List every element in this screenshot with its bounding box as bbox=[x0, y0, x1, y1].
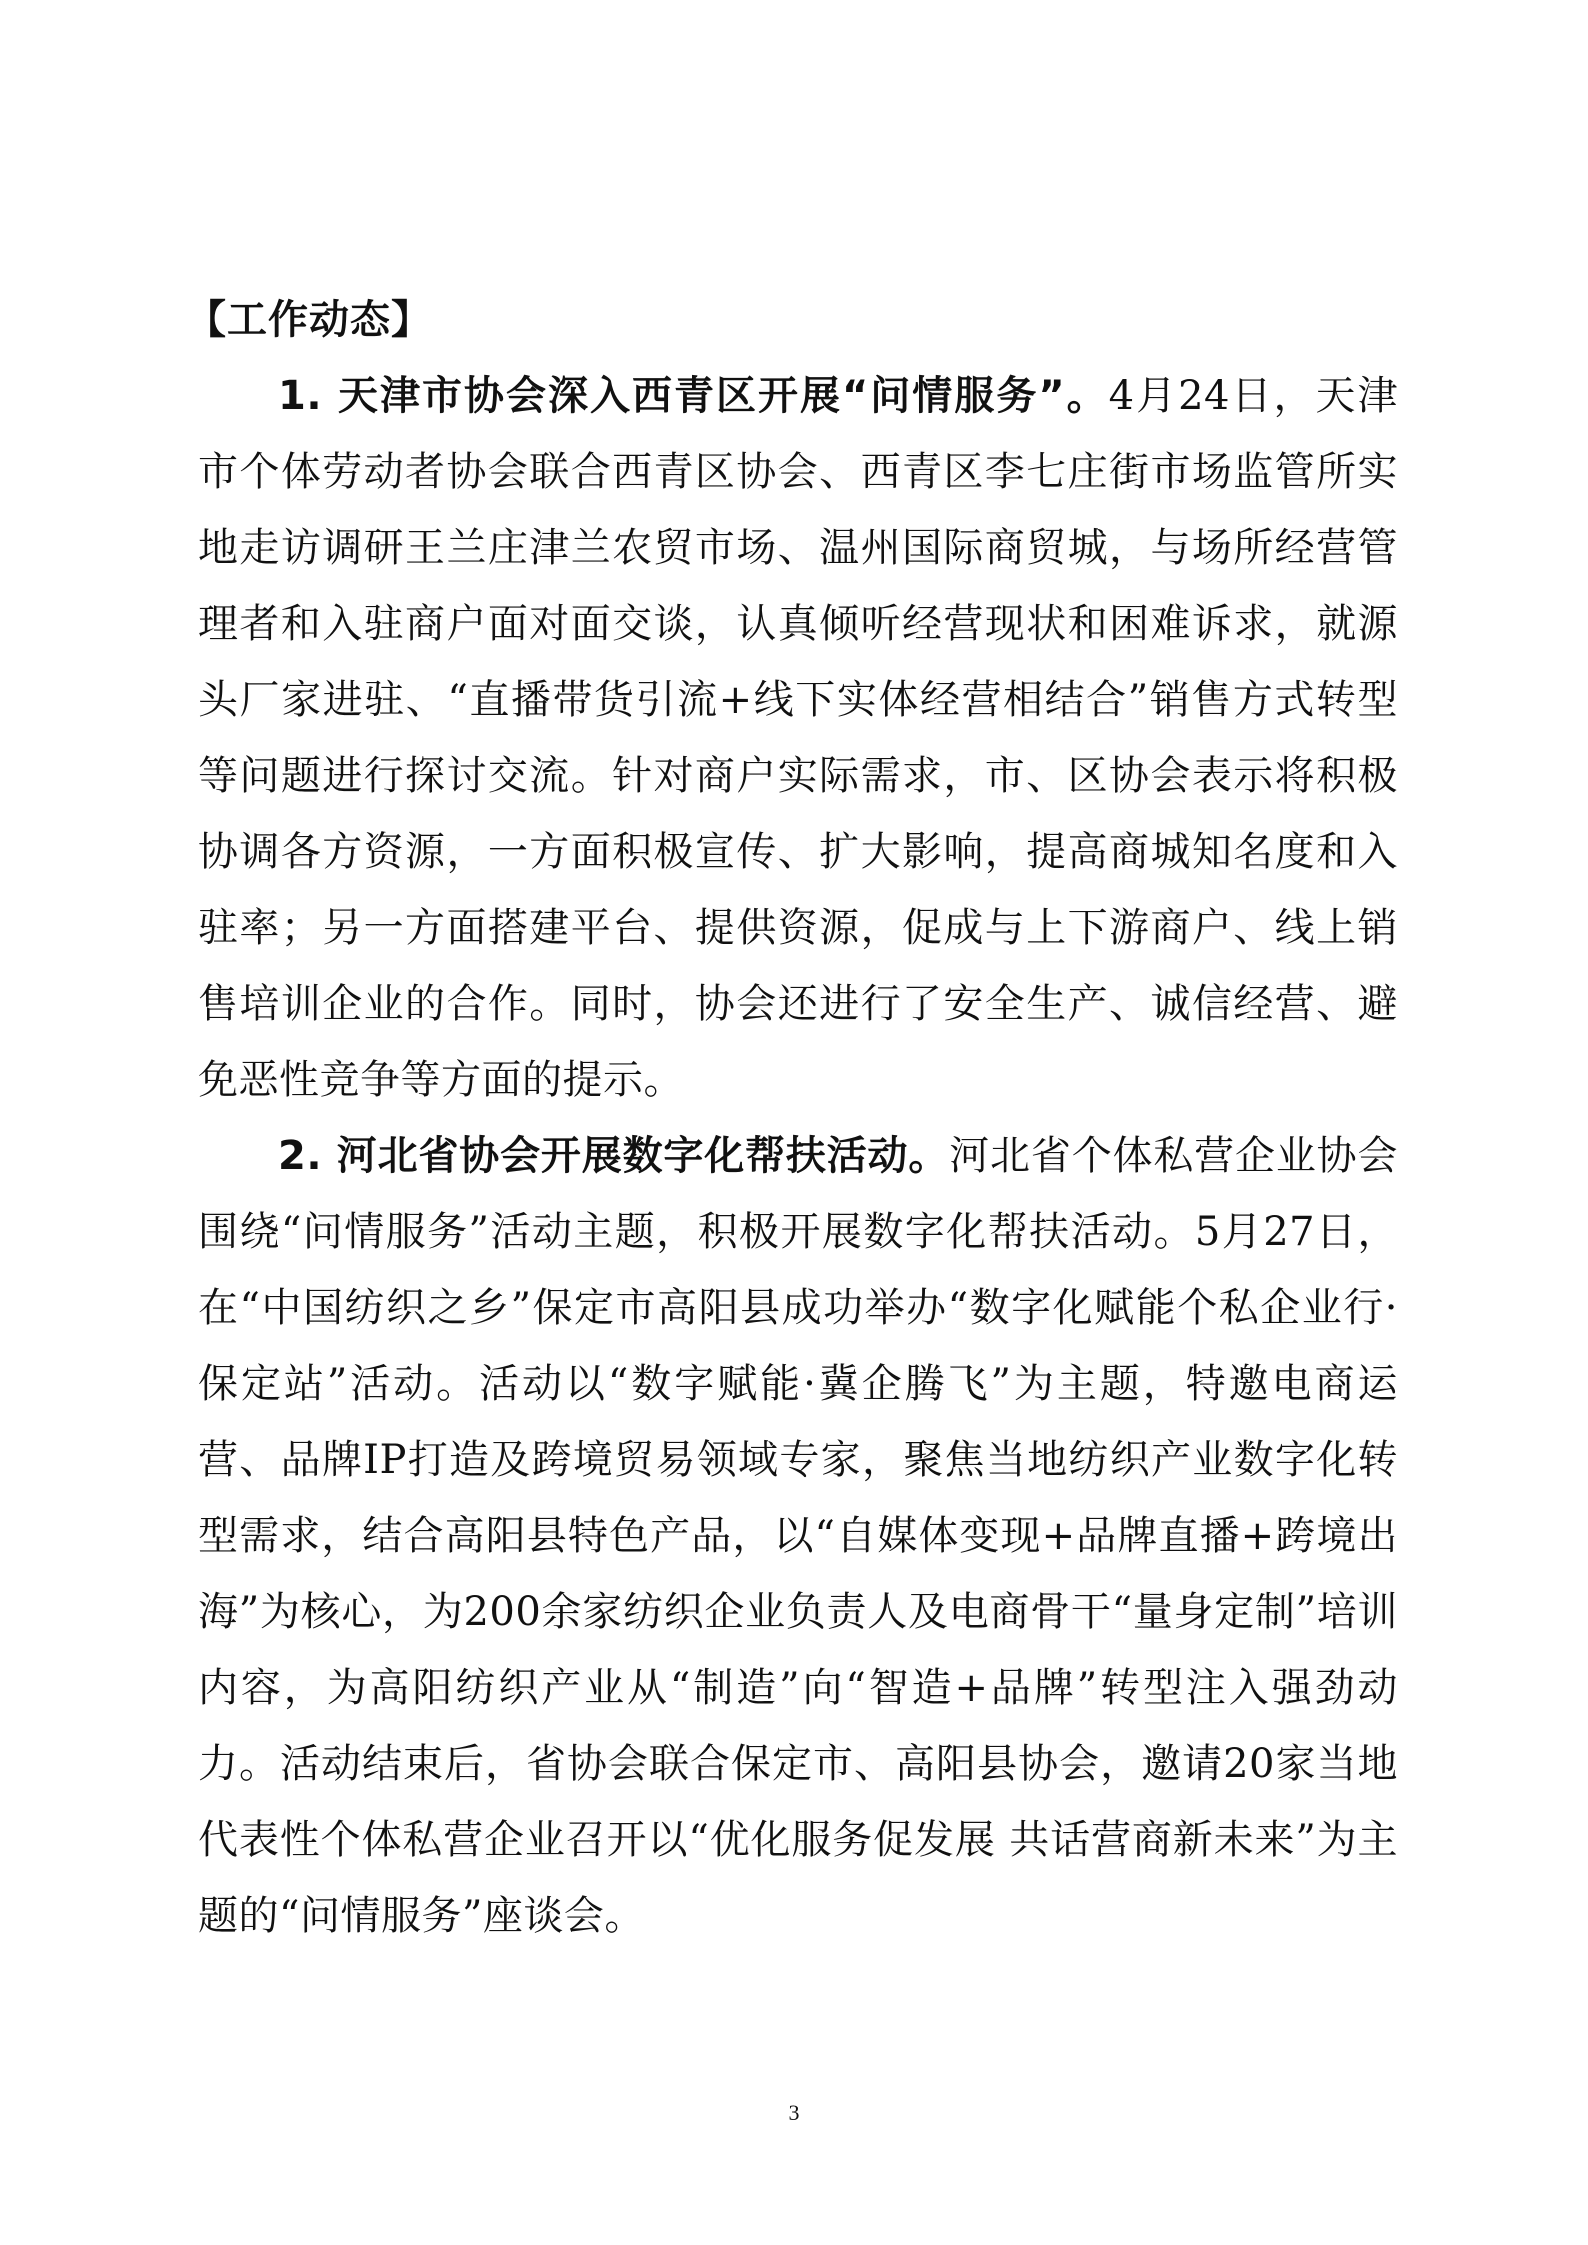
news-item-2-title bbox=[278, 1133, 949, 1179]
page-number: 3 bbox=[788, 2100, 800, 2125]
news-item-2-body: 河北省个体私营企业协会围绕“问情服务”活动主题，积极开展数字化帮扶活动。5月27日，在“中国纺织之乡”保定市高阳县成功举办“数字化赋能个私企业行·保定站”活动。活动以“数字赋能·冀企腾飞”为主题，特邀电商运营、品牌IP打造及跨境贸易领域专家，聚焦当地纺织产业数字化转型需求，结合高阳县特色产品，以“自媒体变现+品牌直播+跨境出海”为核心，为200余家纺织企业负责人及电商骨干“量身定制”培训内容，为高阳纺织产业从“制造”向“智造+品牌”转型注入强劲动力。活动结束后，省协会联合保定市、高阳县协会，邀请20家当地代表性个体私营企业召开以“优化服务促发展 共话营商新未来”为主题的“问情服务”座谈会。 bbox=[198, 1133, 1398, 1939]
section-heading: 【工作动态】 bbox=[186, 297, 432, 343]
news-item-1-body: 4月24日，天津市个体劳动者协会联合西青区协会、西青区李七庄街市场监管所实地走访调研王兰庄津兰农贸市场、温州国际商贸城，与场所经营管理者和入驻商户面对面交谈，认真倾听经营现状和困难诉求，就源头厂家进驻、“直播带货引流+线下实体经营相结合”销售方式转型等问题进行探讨交流。针对商户实际需求，市、区协会表示将积极协调各方资源，一方面积极宣传、扩大影响，提高商城知名度和入驻率；另一方面搭建平台、提供资源，促成与上下游商户、线上销售培训企业的合作。同时，协会还进行了安全生产、诚信经营、避免恶性竞争等方面的提示。 bbox=[198, 373, 1398, 1103]
news-item-2-number: 2. bbox=[278, 1133, 323, 1179]
news-item-1 bbox=[198, 358, 1398, 1118]
page-content bbox=[186, 282, 1398, 1954]
news-item-2 bbox=[198, 1118, 1398, 1954]
news-item-1-heading: 天津市协会深入西青区开展“问情服务”。 bbox=[337, 373, 1109, 419]
news-item-1-number: 1. bbox=[278, 373, 323, 419]
news-item-1-title bbox=[278, 373, 1109, 419]
news-item-2-heading: 河北省协会开展数字化帮扶活动。 bbox=[336, 1133, 950, 1179]
